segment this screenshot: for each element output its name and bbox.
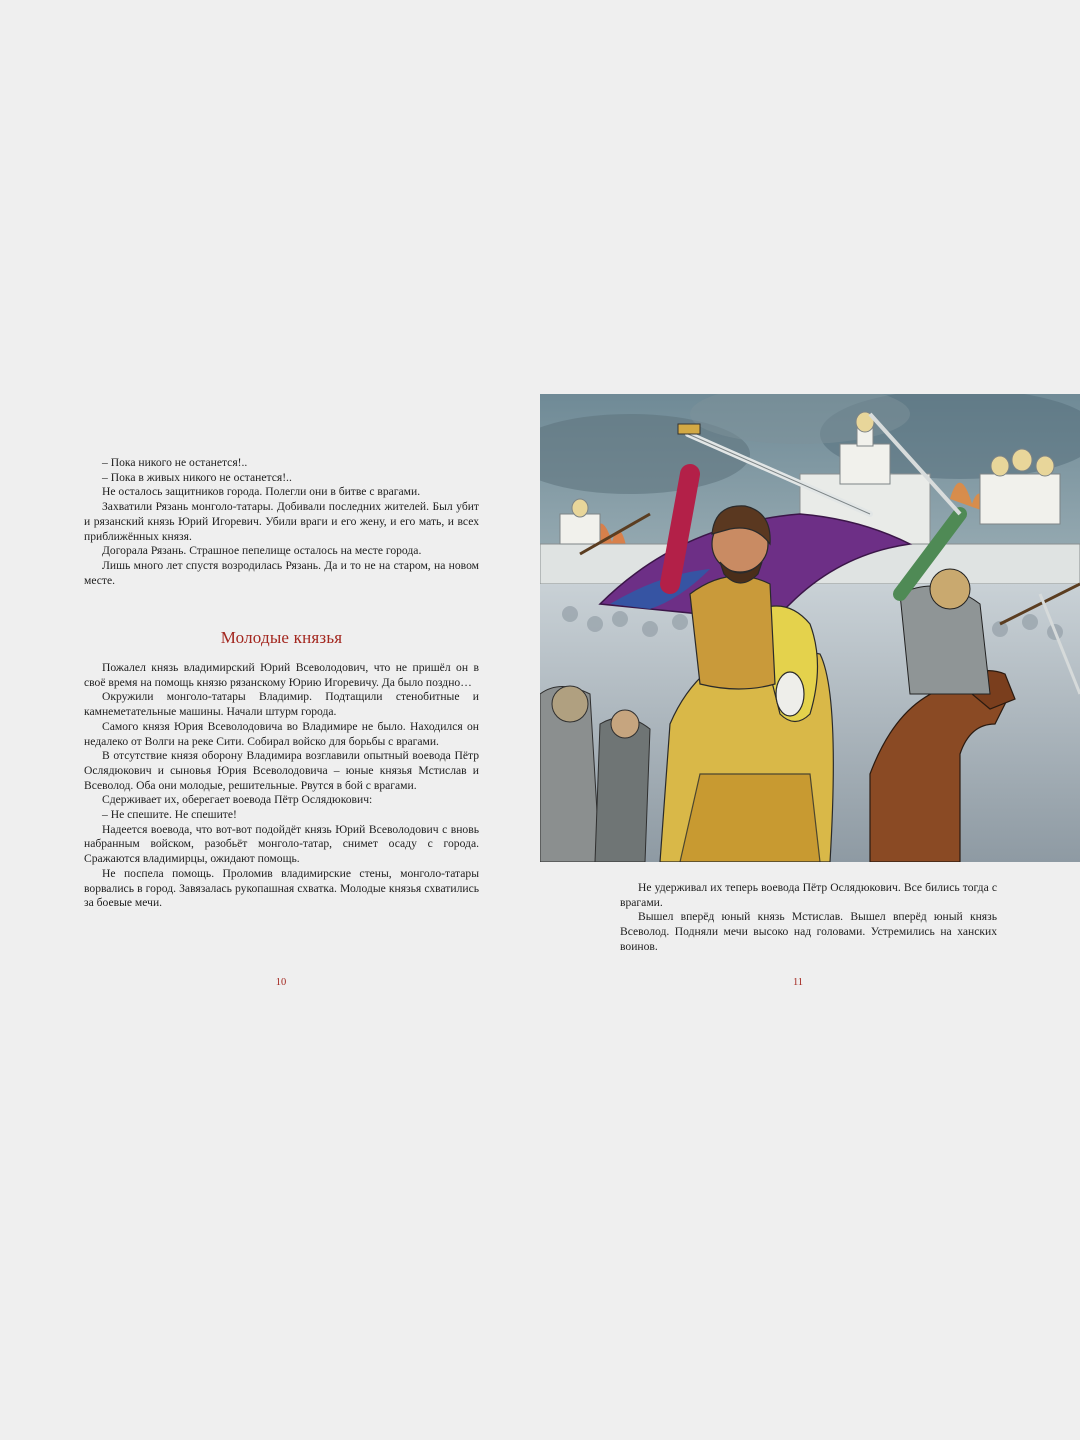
paragraph: В отсутствие князя оборону Владимира возглавили опытный воевода Пётр Ослядюкович и сыновья Юрия Всеволодовича – юные князья Мстислав и Всеволод. Оба они молодые, решительные. Рвутся в бой с врагами. [84, 749, 479, 792]
page-number: 11 [792, 977, 804, 988]
paragraph: Окружили монголо-татары Владимир. Подтащили стенобитные и камнеметательные машины. Начали штурм города. [84, 690, 479, 719]
battle-illustration [540, 394, 1080, 862]
right-page [540, 0, 1080, 1440]
paragraph: Лишь много лет спустя возродилась Рязань. Да и то не на старом, на новом месте. [84, 558, 479, 587]
paragraph: Надеется воевода, что вот-вот подойдёт князь Юрий Всеволодович с вновь набранным войском, разобьёт монголо-татар, снимет осаду с города. Сражаются владимирцы, ожидают помощь. [84, 822, 479, 866]
text-block-top [84, 456, 479, 588]
paragraph: Захватили Рязань монголо-татары. Добивали последних жителей. Был убит и рязанский князь Юрий Игоревич. Убили враги и его жену, и его мать, и всех приближённых князя. [84, 500, 479, 543]
paragraph: Вышел вперёд юный князь Мстислав. Вышел вперёд юный князь Всеволод. Подняли мечи высоко над головами. Устремились на ханских воинов. [620, 910, 997, 953]
page-number: 10 [275, 977, 287, 988]
text-block-bottom [84, 661, 479, 911]
paragraph: Не удерживал их теперь воевода Пётр Ослядюкович. Все бились тогда с врагами. [620, 881, 997, 909]
chapter-title: Молодые князья [220, 628, 343, 647]
paragraph: Не поспела помощь. Проломив владимирские стены, монголо-татары ворвались в город. Завязалась рукопашная схватка. Молодые князья схватились за боевые мечи. [84, 866, 479, 910]
paragraph: – Не спешите. Не спешите! [102, 808, 237, 822]
paragraph: Не осталось защитников города. Полегли они в битве с врагами. [102, 485, 421, 499]
paragraph: Догорала Рязань. Страшное пепелище осталось на месте города. [102, 544, 422, 558]
paragraph: Самого князя Юрия Всеволодовича во Владимире не было. Находился он недалеко от Волги на реке Сити. Собирал войско для борьбы с врагами. [84, 719, 479, 748]
paragraph: Сдерживает их, оберегает воевода Пётр Ослядюкович: [102, 793, 373, 807]
text-block-right [620, 881, 997, 955]
paragraph: – Пока никого не останется!.. [102, 456, 248, 469]
paragraph: – Пока в живых никого не останется!.. [102, 470, 292, 484]
paragraph: Пожалел князь владимирский Юрий Всеволодович, что не пришёл он в своё время на помощь князю рязанскому Юрию Игоревичу. Да было поздно… [84, 661, 479, 689]
